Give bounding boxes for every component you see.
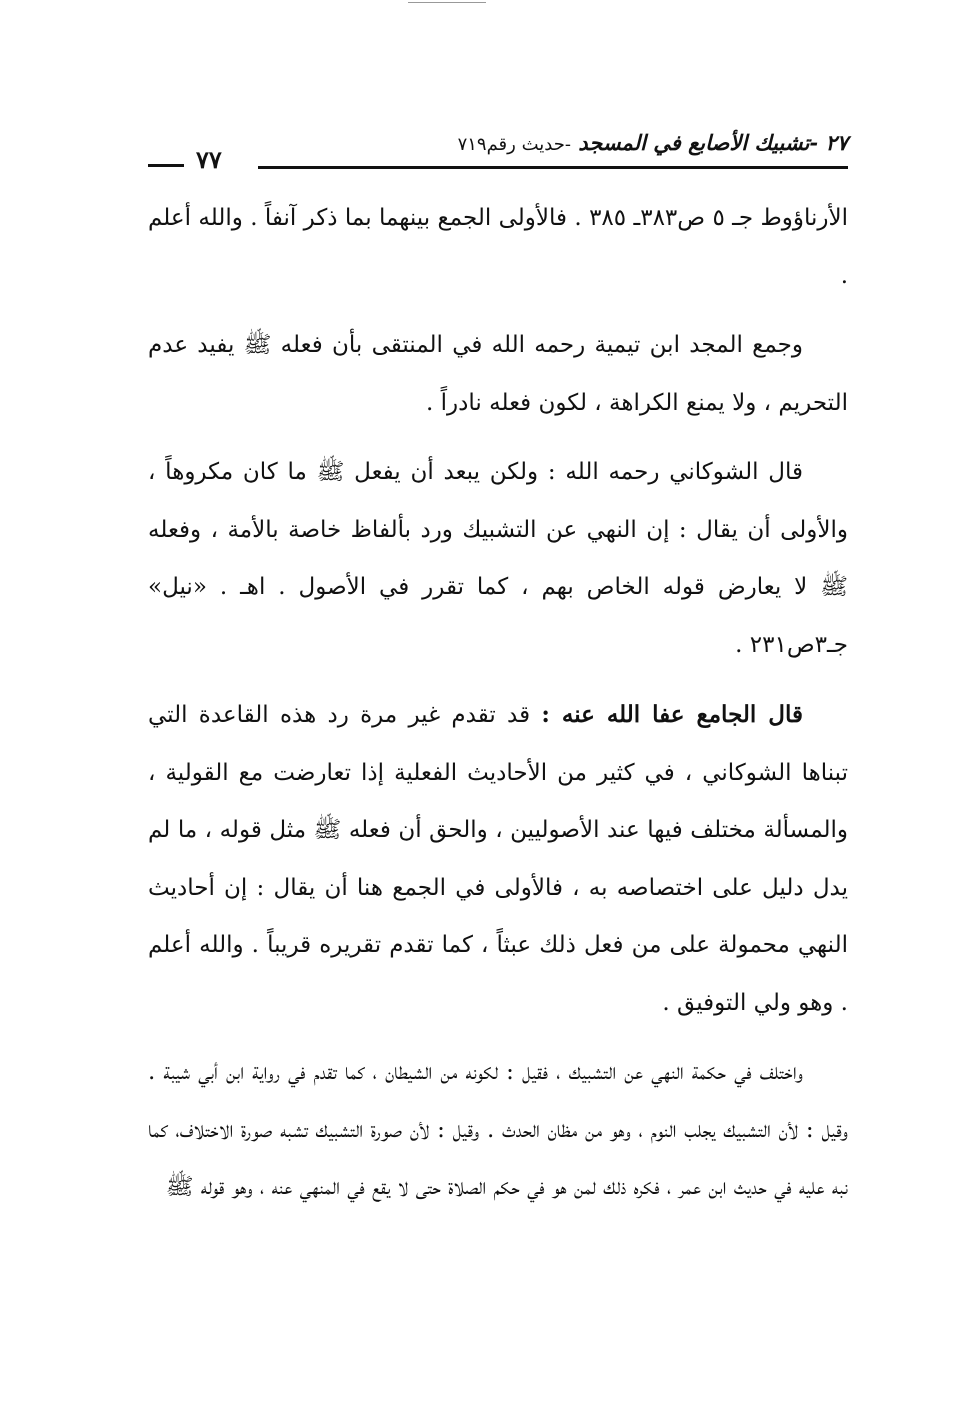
hadith-reference: -حديث رقم٧١٩ [457,134,571,155]
page-body [148,190,848,1229]
paragraph-4-lead: قال الجامع عفا الله عنه : [541,701,803,728]
paragraph-5: واختلف في حكمة النهي عن التشبيك ، فقيل : لكونه من الشيطان ، كما تقدم في رواية ابن أبي شيبة . وقيل : لأن التشبيك يجلب النوم ، وهو من مظان الحدث . وقيل : لأن صورة التشبيك تشبه صورة الاختلاف، كما نبه عليه في حديث ابن عمر ، فكره ذلك لمن هو في حكم الصلاة حتى لا يقع في المنهي عنه ، وهو قوله ﷺ [148,1059,848,1200]
paragraph-1: الأرناؤوط جـ ٥ ص٣٨٣ـ ٣٨٥ . فالأولى الجمع بينهما بما ذكر آنفاً . والله أعلم . [148,205,848,289]
page-number: ٧٧ [196,145,222,174]
running-header [148,122,848,172]
header-title [458,122,848,166]
paragraph-3: قال الشوكاني رحمه الله : ولكن يبعد أن يفعل ﷺ ما كان مكروهاً ، والأولى أن يقال : إن النهي عن التشبيك ورد بألفاظ خاصة بالأمة ، وفعله ﷺ لا يعارض قوله الخاص بهم ، كما تقرر في الأصول . اهـ . «نيل» جـ٣ص٢٣١ . [148,459,848,658]
paragraph-2: وجمع المجد ابن تيمية رحمه الله في المنتقى بأن فعله ﷺ يفيد عدم التحريم ، ولا يمنع الكراهة ، لكون فعله نادراً . [148,332,848,416]
header-rule [258,166,848,169]
page-number-dash [148,164,184,167]
paragraph-4-text: قد تقدم غير مرة رد هذه القاعدة التي تبناها الشوكاني ، في كثير من الأحاديث الفعلية إذا تعارضت مع القولية ، والمسألة مختلف فيها عند الأصوليين ، والحق أن فعله ﷺ مثل قوله ، ما لم يدل دليل على اختصاصه به ، فالأولى في الجمع هنا أن يقال : إن أحاديث النهي محمولة على من فعل ذلك عبثاً ، كما تقدم تقريره قريباً . والله أعلم . وهو ولي التوفيق . [148,702,848,1016]
chapter-title: ٢٧ -تشبيك الأصابع في المسجد [578,130,848,155]
paragraph-4 [148,686,848,1032]
top-edge-rule [408,2,486,3]
